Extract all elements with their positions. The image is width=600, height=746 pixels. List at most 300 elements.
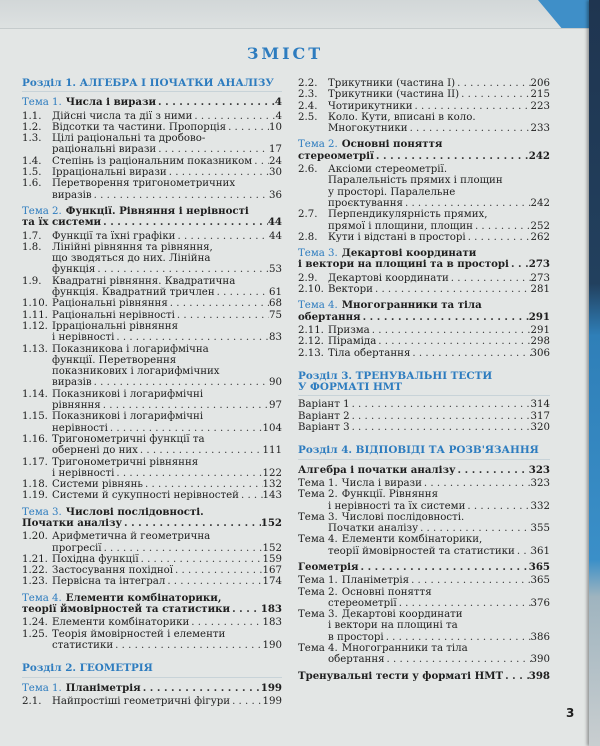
toc-entry[interactable] — [22, 490, 282, 501]
entry-title: прямої і площини, площин — [328, 220, 473, 232]
toc-entry[interactable] — [22, 457, 282, 480]
entry-title: У ФОРМАТІ НМТ — [298, 381, 402, 394]
entry-number: 1.24. — [22, 617, 48, 629]
entry-line — [22, 344, 282, 355]
entry-number: 1.25. — [22, 628, 48, 640]
page-ref: 242 — [528, 149, 550, 162]
dot-leader — [465, 501, 530, 512]
toc-entry[interactable] — [298, 399, 550, 410]
entry-line — [22, 640, 282, 651]
entry-title: Похідна функції — [52, 553, 139, 565]
page-ref: 143 — [262, 490, 282, 502]
toc-entry[interactable] — [22, 434, 282, 457]
entry-title: Ірраціональні вирази — [52, 167, 167, 179]
entry-line — [22, 167, 282, 178]
dot-leader — [92, 377, 269, 388]
entry-line — [22, 457, 282, 468]
entry-title: Розділ 4. ВІДПОВІДІ ТА РОЗВ'ЯЗАННЯ — [298, 444, 539, 457]
toc-entry[interactable] — [298, 101, 550, 112]
entry-line — [298, 112, 550, 123]
header-accent-stripe — [538, 0, 590, 28]
topic-entry[interactable] — [298, 248, 550, 271]
answer-entry[interactable] — [298, 587, 550, 610]
toc-entry[interactable] — [298, 411, 550, 422]
toc-entry[interactable] — [298, 336, 550, 347]
page-ref: 174 — [262, 576, 282, 588]
toc-entry[interactable] — [22, 122, 282, 133]
dot-leader — [102, 543, 263, 554]
entry-title: Показникові і логарифмічні — [52, 388, 204, 400]
page-number: 3 — [566, 706, 575, 720]
entry-number: 1.19. — [22, 490, 48, 502]
entry-line — [298, 273, 550, 284]
entry-number: 1.13. — [22, 343, 48, 355]
toc-entry[interactable] — [22, 696, 282, 707]
answer-entry[interactable] — [298, 643, 550, 666]
topic-number: Тема 4. — [298, 534, 338, 546]
toc-entry[interactable] — [22, 411, 282, 434]
page-ref: 355 — [530, 523, 550, 535]
dot-leader — [455, 78, 530, 89]
entry-title: що зводяться до них. Лінійна — [52, 253, 211, 265]
topic-number: Тема 1. — [298, 575, 338, 587]
entry-number: 2.3. — [298, 89, 318, 101]
entry-number: 1.4. — [22, 155, 42, 167]
entry-number: 1.17. — [22, 456, 48, 468]
entry-number: 1.6. — [22, 178, 42, 190]
page-ref: 273 — [528, 258, 550, 271]
dot-leader — [167, 167, 269, 178]
entry-title: Відсотки та частини. Пропорція — [52, 121, 227, 133]
page-ref: 4 — [274, 96, 282, 109]
entry-line — [298, 609, 550, 620]
entry-line — [22, 683, 282, 694]
entry-title: Числа і вирази — [65, 96, 157, 109]
toc-entry[interactable] — [22, 156, 282, 167]
entry-title: Розділ 3. ТРЕНУВАЛЬНІ ТЕСТИ — [298, 369, 493, 382]
page-ref: 233 — [530, 123, 550, 135]
entry-number: 2.4. — [298, 100, 318, 112]
entry-number: 1.14. — [22, 388, 48, 400]
entry-line — [22, 604, 282, 615]
dot-leader — [226, 122, 269, 133]
dot-leader — [350, 422, 531, 433]
entry-line — [298, 198, 550, 209]
page-ref: 323 — [530, 477, 550, 489]
answer-entry[interactable] — [298, 489, 550, 512]
entry-line — [298, 175, 550, 186]
entry-number: 1.15. — [22, 411, 48, 423]
toc-entry[interactable] — [22, 133, 282, 156]
toc-entry[interactable] — [22, 231, 282, 242]
toc-entry[interactable] — [298, 209, 550, 232]
entry-number: 1.23. — [22, 576, 48, 588]
toc-entry[interactable] — [22, 298, 282, 309]
entry-title: прогресії — [52, 542, 102, 554]
entry-line — [22, 468, 282, 479]
entry-line — [22, 617, 282, 628]
entry-title: Квадратні рівняння. Квадратична — [52, 275, 236, 287]
part-entry[interactable] — [298, 465, 550, 476]
page-ref: 61 — [269, 287, 282, 299]
entry-line — [298, 489, 550, 500]
dot-leader — [108, 423, 263, 434]
entry-line — [22, 156, 282, 167]
dot-leader — [175, 231, 269, 242]
page-ref: 152 — [260, 516, 282, 529]
toc-entry[interactable] — [298, 273, 550, 284]
page-ref: 190 — [262, 639, 282, 651]
entry-line — [298, 562, 550, 573]
dot-leader — [252, 156, 269, 167]
entry-title: Початки аналізу — [22, 516, 122, 529]
entry-title: стереометрії — [298, 149, 374, 162]
toc-entry[interactable] — [22, 554, 282, 565]
topic-number: Тема 2. — [298, 489, 338, 501]
entry-line — [22, 217, 282, 228]
toc-entry[interactable] — [22, 178, 282, 201]
entry-line — [22, 355, 282, 366]
entry-title: Дійсні числа та дії з ними — [52, 110, 193, 122]
entry-line — [298, 382, 550, 393]
toc-entry[interactable] — [22, 276, 282, 299]
topic-number: Тема 4. — [298, 300, 338, 312]
toc-entry[interactable] — [22, 321, 282, 344]
entry-line — [298, 399, 550, 410]
entry-title: Показникові і логарифмічні — [52, 411, 204, 423]
entry-title: Аксіоми стереометрії. — [328, 164, 448, 176]
dot-leader — [409, 575, 530, 586]
dot-leader — [230, 604, 261, 615]
entry-line — [22, 231, 282, 242]
entry-line — [298, 284, 550, 295]
dot-leader — [101, 217, 268, 228]
entry-line — [22, 310, 282, 321]
entry-title: і нерівності — [52, 332, 115, 344]
entry-title: Коло. Кути, вписані в коло. — [328, 111, 476, 123]
entry-title: функції. Перетворення — [52, 354, 177, 366]
dot-leader — [239, 490, 263, 501]
entry-title: і вектори на площині та в просторі — [298, 258, 509, 271]
entry-title: Перпендикулярність прямих, — [328, 209, 488, 221]
topic-number: Тема 2. — [298, 139, 338, 151]
dot-leader — [230, 696, 262, 707]
entry-line — [298, 445, 550, 456]
entry-line — [298, 523, 550, 534]
entry-line — [22, 490, 282, 501]
entry-number: 1.8. — [22, 241, 42, 253]
page-ref: 132 — [262, 479, 282, 491]
entry-title: Тригонометричні функції та — [52, 433, 205, 445]
dot-leader — [143, 479, 263, 490]
page-ref: 223 — [530, 100, 550, 112]
entry-line — [298, 478, 550, 489]
dot-leader — [503, 671, 529, 682]
entry-line — [298, 78, 550, 89]
entry-line — [22, 479, 282, 490]
toc-entry[interactable] — [22, 344, 282, 389]
topic-number: Тема 3. — [298, 609, 338, 621]
entry-title: Тіла обертання — [328, 347, 411, 359]
entry-number: 2.9. — [298, 272, 318, 284]
entry-title: Трикутники (частина II) — [328, 89, 460, 101]
entry-title: Варіант 1 — [298, 399, 350, 411]
dot-leader — [165, 576, 262, 587]
entry-title: Лінійні рівняння та рівняння, — [52, 241, 213, 253]
toc-entry[interactable] — [22, 576, 282, 587]
toc-entry[interactable] — [22, 310, 282, 321]
entry-number: 1.22. — [22, 565, 48, 577]
page-ref: 75 — [269, 309, 282, 321]
toc-entry[interactable] — [298, 89, 550, 100]
entry-title: та їх системи — [22, 216, 102, 229]
entry-number: 1.5. — [22, 167, 42, 179]
toc-entry[interactable] — [298, 284, 550, 295]
entry-line — [22, 97, 282, 108]
dot-leader — [175, 310, 269, 321]
entry-line — [22, 133, 282, 144]
entry-line — [298, 89, 550, 100]
entry-title: і нерівності та їх системи — [328, 500, 466, 512]
entry-number: 1.9. — [22, 275, 42, 287]
toc-left-column — [22, 78, 282, 707]
toc-entry[interactable] — [22, 389, 282, 412]
dot-leader — [410, 348, 530, 359]
page-ref: 376 — [530, 597, 550, 609]
entry-title: Елементи комбінаторики, — [341, 534, 483, 546]
entry-title: рівняння — [52, 400, 101, 412]
answer-entry[interactable] — [298, 512, 550, 535]
entry-title: Декартові координати — [341, 609, 463, 621]
part-entry[interactable] — [298, 562, 550, 573]
entry-number: 2.1. — [22, 695, 42, 707]
dot-leader — [92, 190, 269, 201]
dot-leader — [350, 399, 531, 410]
entry-number: 2.11. — [298, 324, 324, 336]
entry-title: обертання — [328, 654, 385, 666]
entry-line — [298, 598, 550, 609]
entry-title: Декартові координати — [328, 272, 449, 284]
toc-entry[interactable] — [22, 479, 282, 490]
topic-number: Тема 1. — [298, 477, 338, 489]
dot-leader — [113, 640, 262, 651]
topic-number: Тема 3. — [22, 506, 62, 518]
topic-number: Тема 4. — [22, 592, 62, 604]
entry-title: Ірраціональні рівняння — [52, 320, 178, 332]
part-entry[interactable] — [298, 671, 550, 682]
entry-title: виразів — [52, 189, 92, 201]
page-ref: 262 — [530, 231, 550, 243]
page-ref: 320 — [530, 422, 550, 434]
entry-title: Планіметрія — [341, 575, 410, 587]
toc-entry[interactable] — [22, 565, 282, 576]
entry-line — [22, 111, 282, 122]
entry-number: 1.7. — [22, 230, 42, 242]
topic-entry[interactable] — [22, 97, 282, 108]
page-ref: 398 — [528, 669, 550, 682]
entry-line — [298, 654, 550, 665]
entry-title: раціональні вирази — [52, 144, 157, 156]
entry-title: показникових і логарифмічних — [52, 366, 220, 378]
entry-title: у просторі. Паралельне — [328, 186, 456, 198]
entry-title: Найпростіші геометричні фігури — [52, 695, 231, 707]
entry-line — [22, 190, 282, 201]
entry-line — [22, 696, 282, 707]
entry-title: Функції та їхні графіки — [52, 230, 176, 242]
entry-number: 1.18. — [22, 479, 48, 491]
dot-leader — [412, 101, 530, 112]
book-edge — [589, 0, 600, 746]
answer-entry[interactable] — [298, 609, 550, 643]
page-ref: 199 — [260, 681, 282, 694]
toc-entry[interactable] — [298, 232, 550, 243]
page-ref: 152 — [262, 542, 282, 554]
topic-number: Тема 3. — [298, 248, 338, 260]
entry-number: 2.12. — [298, 336, 324, 348]
page-ref: 183 — [260, 603, 282, 616]
entry-line — [298, 151, 550, 162]
page-ref: 44 — [269, 230, 282, 242]
entry-line — [22, 276, 282, 287]
entry-line — [22, 366, 282, 377]
answer-entry[interactable] — [298, 534, 550, 557]
entry-line — [22, 264, 282, 275]
topic-number: Тема 1. — [22, 682, 62, 694]
entry-title: Основні поняття — [341, 138, 443, 151]
page-ref: 332 — [530, 500, 550, 512]
dot-leader — [385, 654, 531, 665]
entry-line — [22, 321, 282, 332]
entry-title: Алгебра і початки аналізу — [298, 463, 456, 476]
page-ref: 83 — [269, 332, 282, 344]
entry-title: в просторі — [328, 631, 384, 643]
page-ref: 111 — [262, 445, 282, 457]
entry-line — [22, 565, 282, 576]
page-ref: 365 — [528, 560, 550, 573]
entry-title: Розділ 2. ГЕОМЕТРІЯ — [22, 662, 153, 675]
toc-entry[interactable] — [22, 111, 282, 122]
topic-entry[interactable] — [22, 206, 282, 229]
entry-number: 2.6. — [298, 164, 318, 176]
page-ref: 242 — [530, 197, 550, 209]
page-ref: 183 — [262, 617, 282, 629]
entry-line — [22, 445, 282, 456]
entry-line — [22, 629, 282, 640]
entry-line — [22, 178, 282, 189]
toc-entry[interactable] — [298, 78, 550, 89]
entry-line — [22, 253, 282, 264]
entry-title: Основні поняття — [341, 586, 432, 598]
dot-leader — [114, 468, 262, 479]
entry-title: і нерівності — [52, 467, 115, 479]
toc-entry[interactable] — [298, 348, 550, 359]
entry-title: Многокутники — [328, 123, 408, 135]
page-ref: 68 — [269, 298, 282, 310]
entry-line — [298, 534, 550, 545]
dot-leader — [466, 232, 531, 243]
topic-entry[interactable] — [22, 507, 282, 530]
page-ref: 97 — [269, 400, 282, 412]
entry-line — [298, 209, 550, 220]
dot-leader — [459, 89, 530, 100]
toc-entry[interactable] — [298, 422, 550, 433]
topic-entry[interactable] — [298, 300, 550, 323]
page-ref: 44 — [267, 216, 282, 229]
dot-leader — [141, 683, 261, 694]
toc-right-column — [298, 78, 550, 684]
topic-entry[interactable] — [298, 139, 550, 162]
entry-title: функція — [52, 264, 96, 276]
entry-line — [22, 389, 282, 400]
toc-entry[interactable] — [22, 629, 282, 652]
toc-entry[interactable] — [22, 617, 282, 628]
dot-leader — [173, 565, 263, 576]
entry-title: Початки аналізу — [328, 523, 419, 535]
section-heading — [22, 663, 282, 677]
answer-entry[interactable] — [298, 478, 550, 489]
entry-title: Цілі раціональні та дробово- — [52, 133, 206, 145]
dot-leader — [418, 523, 530, 534]
entry-title: Декартові координати — [341, 247, 477, 260]
entry-number: 2.13. — [298, 347, 324, 359]
entry-line — [22, 332, 282, 343]
dot-leader — [384, 632, 531, 643]
entry-title: нерівності — [52, 422, 108, 434]
entry-number: 1.1. — [22, 110, 42, 122]
toc-entry[interactable] — [298, 325, 550, 336]
entry-title: Елементи комбінаторики — [52, 617, 190, 629]
entry-title: Раціональні рівняння — [52, 298, 168, 310]
dot-leader — [361, 312, 529, 323]
topic-number: Тема 2. — [22, 205, 62, 217]
topic-entry[interactable] — [22, 683, 282, 694]
entry-line — [298, 587, 550, 598]
entry-line — [22, 298, 282, 309]
topic-entry[interactable] — [22, 593, 282, 616]
entry-title: Числові послідовності. — [65, 505, 204, 518]
entry-line — [298, 232, 550, 243]
entry-line — [298, 123, 550, 134]
entry-title: обертання — [298, 310, 361, 323]
toc-entry[interactable] — [22, 531, 282, 554]
page-ref: 386 — [530, 631, 550, 643]
entry-title: Функції. Рівняння — [341, 489, 439, 501]
entry-title: теорії ймовірностей та статистики — [328, 545, 515, 557]
entry-line — [298, 300, 550, 311]
topic-number: Тема 2. — [298, 586, 338, 598]
toc-entry[interactable] — [22, 242, 282, 276]
entry-line — [22, 434, 282, 445]
dot-leader — [374, 151, 529, 162]
entry-title: Розділ 1. АЛГЕБРА І ПОЧАТКИ АНАЛІЗУ — [22, 77, 274, 89]
toc-entry[interactable] — [22, 167, 282, 178]
entry-title: Призма — [328, 324, 370, 336]
page-ref: 104 — [262, 422, 282, 434]
entry-line — [22, 543, 282, 554]
toc-entry[interactable] — [298, 112, 550, 135]
dot-leader — [138, 445, 263, 456]
entry-number: 1.20. — [22, 531, 48, 543]
entry-title: Кути і відстані в просторі — [328, 231, 466, 243]
page-ref: 390 — [530, 654, 550, 666]
answer-entry[interactable] — [298, 575, 550, 586]
toc-entry[interactable] — [298, 164, 550, 209]
entry-line — [298, 575, 550, 586]
entry-title: Варіант 2 — [298, 410, 350, 422]
entry-title: Паралельність прямих і площин — [328, 175, 503, 187]
entry-title: Теорія ймовірностей і елементи — [52, 628, 226, 640]
entry-title: теорії ймовірностей та статистики — [22, 603, 231, 616]
